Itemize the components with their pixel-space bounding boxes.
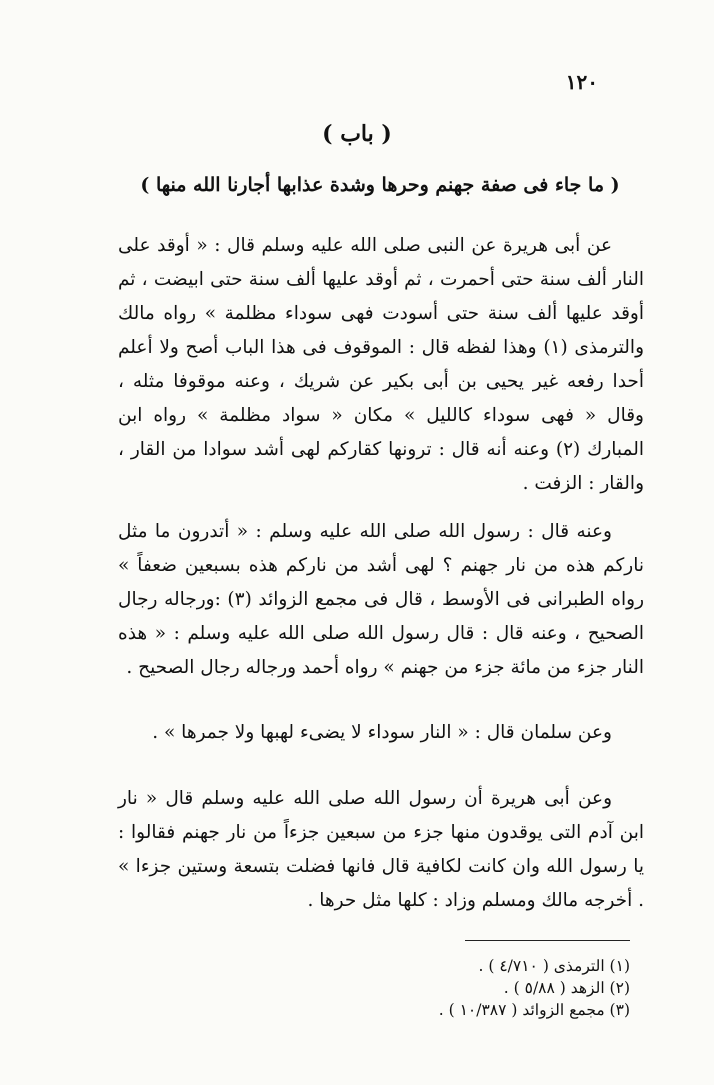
paragraph-2: وعنه قال : رسول الله صلى الله عليه وسلم : « أتدرون ما مثل ناركم هذه من نار جهنم ؟ لهى أشد من ناركم هذه بسبعين ضعفاً » رواه الطبرانى فى الأوسط ، قال فى مجمع الزوائد (٣) :ورجاله رجال الصحيح ، وعنه قال : قال رسول الله صلى الله عليه وسلم : « هذه النار جزء من مائة جزء من جهنم » رواه أحمد ورجاله رجال الصحيح . <box>118 521 645 678</box>
chapter-subtitle: ( ما جاء فى صفة جهنم وحرها وشدة عذابها أجارنا الله منها ) <box>140 174 620 196</box>
chapter-title: ( باب ) <box>322 121 392 147</box>
footnote-divider <box>465 940 630 941</box>
footnote-2: (٢) الزهد ( ٥/٨٨ ) . <box>503 979 630 997</box>
paragraph-1: عن أبى هريرة عن النبى صلى الله عليه وسلم قال : « أوقد على النار ألف سنة حتى أحمرت ، ثم أوقد عليها ألف سنة حتى ابيضت ، ثم أوقد عليها ألف سنة حتى أسودت فهى سوداء مظلمة » رواه مالك والترمذى (١) وهذا لفظه قال : الموقوف فى هذا الباب أصح ولا أعلم أحدا رفعه غير يحيى بن أبى بكير عن شريك ، وعنه موقوفا مثله ، وقال « فهى سوداء كالليل » مكان « سواد مظلمة » رواه ابن المبارك (٢) وعنه أنه قال : ترونها كقاركم لهى أشد سوادا من القار ، والقار : الزفت . <box>118 235 645 494</box>
footnotes <box>330 955 630 1021</box>
paragraph-3: وعن سلمان قال : « النار سوداء لا يضىء لهبها ولا جمرها » . <box>152 722 612 743</box>
footnote-3: (٣) مجمع الزوائد ( ١٠/٣٨٧ ) . <box>438 1001 630 1019</box>
page-number: ١٢٠ <box>565 70 598 94</box>
paragraph-4: وعن أبى هريرة أن رسول الله صلى الله عليه وسلم قال « نار ابن آدم التى يوقدون منها جزء من سبعين جزءاً من نار جهنم فقالوا : يا رسول الله وان كانت لكافية قال فانها فضلت بتسعة وستين جزءا » . أخرجه مالك ومسلم وزاد : كلها مثل حرها . <box>118 788 644 911</box>
footnote-1: (١) الترمذى ( ٤/٧١٠ ) . <box>478 957 630 975</box>
